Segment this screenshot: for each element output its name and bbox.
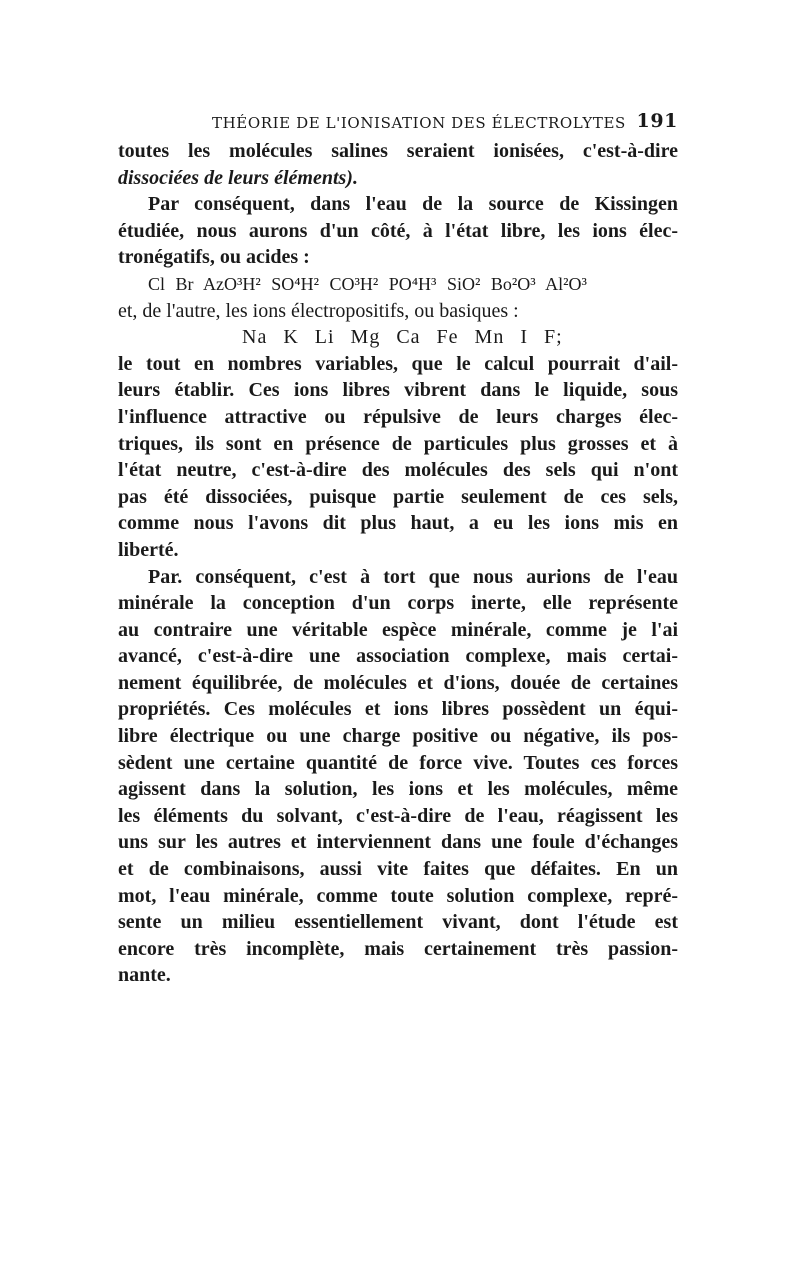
text-line: pas été dissociées, puisque partie seulement de ces sels, (118, 485, 678, 508)
text-line: dissociées de leurs éléments). (118, 166, 358, 189)
text-line: tronégatifs, ou acides : (118, 246, 310, 269)
text-line: au contraire une véritable espèce minérale, comme je l'ai (118, 618, 678, 641)
text-line: l'état neutre, c'est-à-dire des molécules des sels qui n'ont (118, 459, 678, 482)
text-line: nement équilibrée, de molécules et d'ions, douée de certaines (118, 671, 678, 694)
page-number: 191 (636, 110, 678, 132)
text-line: Par. conséquent, c'est à tort que nous aurions de l'eau (148, 565, 678, 588)
text-line: liberté. (118, 538, 179, 561)
text-line: les éléments du solvant, c'est-à-dire de l'eau, réagissent les (118, 804, 678, 827)
text-line: encore très incomplète, mais certainement très passion- (118, 937, 678, 960)
text-line: sente un milieu essentiellement vivant, dont l'étude est (118, 911, 678, 934)
body-text (118, 138, 678, 989)
acid-formulas-line: Cl Br AzO³H² SO⁴H² CO³H² PO⁴H³ SiO² Bo²O³ Al²O³ (148, 273, 587, 294)
text-line: le tout en nombres variables, que le calcul pourrait d'ail- (118, 352, 678, 375)
text-line: sèdent une certaine quantité de force vive. Toutes ces forces (118, 751, 678, 774)
text-line: nante. (118, 964, 171, 987)
text-line: comme nous l'avons dit plus haut, a eu les ions mis en (118, 512, 678, 535)
running-head (118, 108, 678, 138)
book-page (118, 108, 678, 989)
text-line: leurs établir. Ces ions libres vibrent dans le liquide, sous (118, 379, 678, 402)
text-line: Par conséquent, dans l'eau de la source de Kissingen (148, 193, 678, 216)
text-line: mot, l'eau minérale, comme toute solution complexe, repré- (118, 884, 678, 907)
text-line: avancé, c'est-à-dire une association complexe, mais certai- (118, 645, 678, 668)
text-line: et, de l'autre, les ions électropositifs, ou basiques : (118, 299, 519, 322)
text-line: triques, ils sont en présence de particules plus grosses et à (118, 432, 678, 455)
text-line: l'influence attractive ou répulsive de leurs charges élec- (118, 405, 678, 428)
text-line: minérale la conception d'un corps inerte, elle représente (118, 592, 678, 615)
base-symbols-line: Na K Li Mg Ca Fe Mn I F; (242, 326, 563, 349)
text-line: étudiée, nous aurons d'un côté, à l'état libre, les ions élec- (118, 219, 678, 242)
text-line: propriétés. Ces molécules et ions libres possèdent un équi- (118, 698, 678, 721)
running-title: THÉORIE DE L'IONISATION DES ÉLECTROLYTES (212, 114, 626, 132)
text-line: agissent dans la solution, les ions et les molécules, même (118, 778, 678, 801)
text-line: et de combinaisons, aussi vite faites que défaites. En un (118, 858, 678, 881)
text-line: libre électrique ou une charge positive ou négative, ils pos- (118, 725, 678, 748)
text-line: toutes les molécules salines seraient ionisées, c'est-à-dire (118, 140, 678, 162)
text-line: uns sur les autres et interviennent dans une foule d'échanges (118, 831, 678, 854)
